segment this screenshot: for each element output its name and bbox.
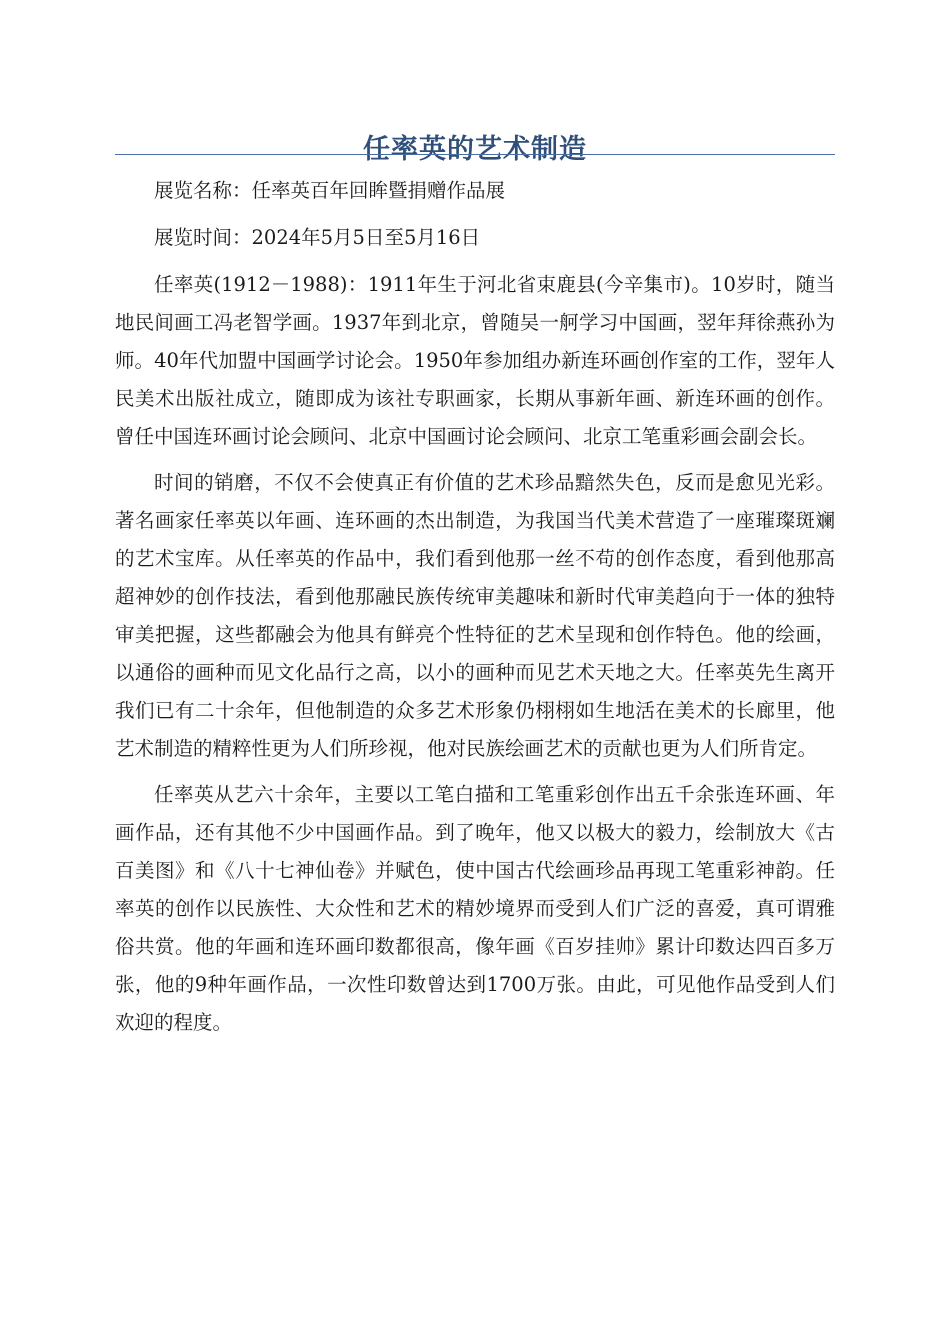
body-paragraph: 任率英从艺六十余年，主要以工笔白描和工笔重彩创作出五千余张连环画、年画作品，还有其他不少中国画作品。到了晚年，他又以极大的毅力，绘制放大《古百美图》和《八十七神仙卷》并赋色，使中国古代绘画珍品再现工笔重彩神韵。任率英的创作以民族性、大众性和艺术的精妙境界而受到人们广泛的喜爱，真可谓雅俗共赏。他的年画和连环画印数都很高，像年画《百岁挂帅》累计印数达四百多万张，他的9种年画作品，一次性印数曾达到1700万张。由此，可见他作品受到人们欢迎的程度。 — [115, 783, 835, 1034]
document-body — [115, 172, 835, 1042]
exhibition-name-line: 展览名称：任率英百年回眸暨捐赠作品展 — [154, 179, 506, 202]
biography-paragraph: 任率英(1912－1988)：1911年生于河北省束鹿县(今辛集市)。10岁时，随当地民间画工冯老智学画。1937年到北京，曾随吴一舸学习中国画，翌年拜徐燕孙为师。40年代加盟中国画学讨论会。1950年参加组办新连环画创作室的工作，翌年人民美术出版社成立，随即成为该社专职画家，长期从事新年画、新连环画的创作。曾任中国连环画讨论会顾问、北京中国画讨论会顾问、北京工笔重彩画会副会长。 — [115, 273, 835, 448]
document-title: 任率英的艺术制造 — [363, 134, 587, 166]
exhibition-time-line: 展览时间：2024年5月5日至5月16日 — [154, 226, 481, 249]
title-underline — [115, 154, 835, 155]
body-paragraph: 时间的销磨，不仅不会使真正有价值的艺术珍品黯然失色，反而是愈见光彩。著名画家任率英以年画、连环画的杰出制造，为我国当代美术营造了一座璀璨斑斓的艺术宝库。从任率英的作品中，我们看到他那一丝不苟的创作态度，看到他那高超神妙的创作技法，看到他那融民族传统审美趣味和新时代审美趋向于一体的独特审美把握，这些都融会为他具有鲜亮个性特征的艺术呈现和创作特色。他的绘画，以通俗的画种而见文化品行之高，以小的画种而见艺术天地之大。任率英先生离开我们已有二十余年，但他制造的众多艺术形象仍栩栩如生地活在美术的长廊里，他艺术制造的精粹性更为人们所珍视，他对民族绘画艺术的贡献也更为人们所肯定。 — [115, 471, 835, 760]
